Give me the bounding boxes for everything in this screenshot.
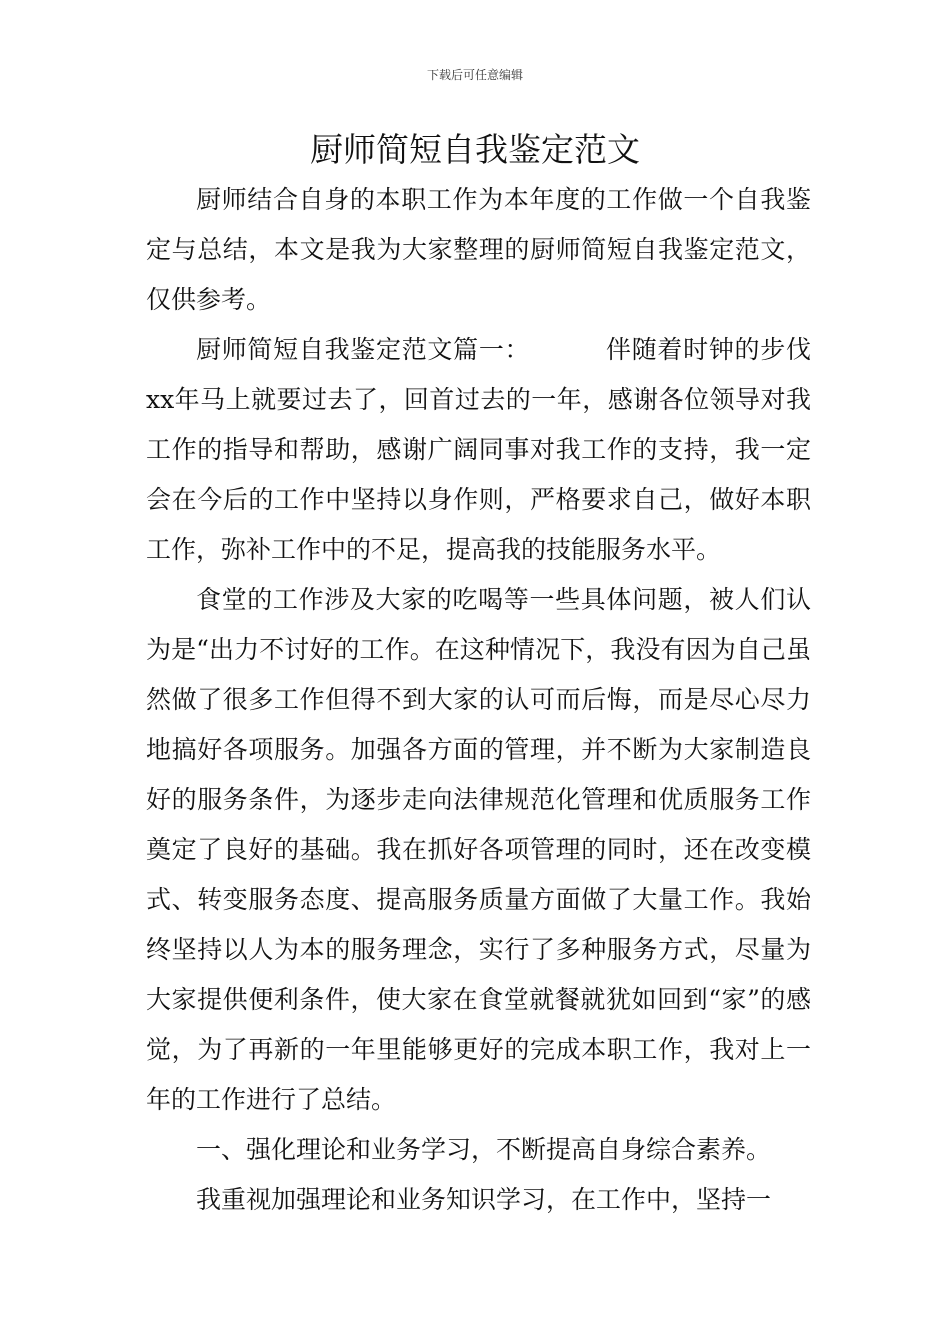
study-paragraph: 我重视加强理论和业务知识学习，在工作中，坚持一 [196,1185,772,1214]
heading-one: 一、强化理论和业务学习，不断提高自身综合素养。 [196,1135,772,1164]
section-one-label: 厨师简短自我鉴定范文篇一： [196,335,531,364]
section-one-text: 伴随着时钟的步伐xx年马上就要过去了，回首过去的一年，感谢各位领导对我工作的指导和帮助，感谢广阔同事对我工作的支持，我一定会在今后的工作中坚持以身作则，严格要求自己，做好本职工作，弥补工作中的不足，提高我的技能服务水平。 [146,335,811,564]
header-note: 下载后可任意编辑 [426,68,523,82]
document-title: 厨师简短自我鉴定范文 [310,130,640,169]
intro-paragraph: 厨师结合自身的本职工作为本年度的工作做一个自我鉴定与总结，本文是我为大家整理的厨师简短自我鉴定范文，仅供参考。 [146,185,811,314]
document-body [146,175,811,1225]
section-one-paragraph [146,325,811,575]
canteen-paragraph: 食堂的工作涉及大家的吃喝等一些具体问题，被人们认为是“出力不讨好的工作。在这种情况下，我没有因为自己虽然做了很多工作但得不到大家的认可而后悔，而是尽心尽力地搞好各项服务。加强各方面的管理，并不断为大家制造良好的服务条件，为逐步走向法律规范化管理和优质服务工作奠定了良好的基础。我在抓好各项管理的同时，还在改变模式、转变服务态度、提高服务质量方面做了大量工作。我始终坚持以人为本的服务理念，实行了多种服务方式，尽量为大家提供便利条件，使大家在食堂就餐就犹如回到“家”的感觉，为了再新的一年里能够更好的完成本职工作，我对上一年的工作进行了总结。 [146,585,811,1114]
